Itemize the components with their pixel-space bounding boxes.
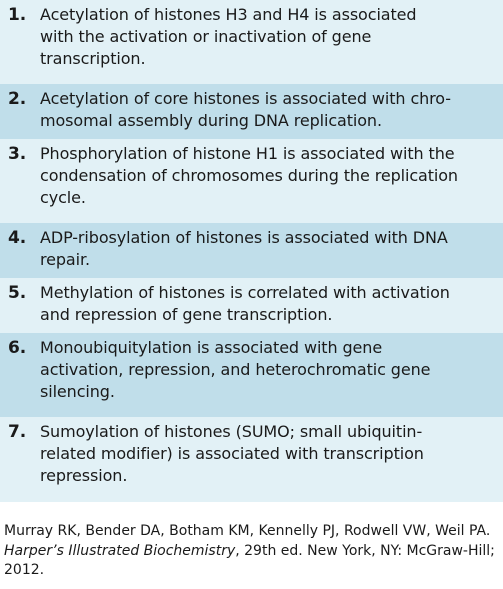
item-text: Methylation of histones is correlated with activation and repression of gene transcription.	[40, 283, 450, 324]
citation-publication: , 29th ed. New York, NY: McGraw-Hill; 2012.	[4, 542, 495, 578]
item-number: 7.	[8, 422, 27, 442]
list-item	[0, 278, 503, 333]
list-item	[0, 84, 503, 139]
item-text: ADP-ribosylation of histones is associated with DNA repair.	[40, 228, 448, 269]
list-item	[0, 223, 503, 278]
item-number: 1.	[8, 5, 27, 25]
item-text: Phosphorylation of histone H1 is associated with the condensation of chromosomes during the replication cycle.	[40, 144, 458, 207]
list-item	[0, 333, 503, 417]
item-number: 3.	[8, 144, 27, 164]
item-text: Acetylation of histones H3 and H4 is associated with the activation or inactivation of gene transcription.	[40, 5, 417, 68]
list-item	[0, 417, 503, 502]
item-number: 5.	[8, 283, 27, 303]
item-number: 6.	[8, 338, 27, 358]
source-citation	[4, 522, 499, 581]
citation-authors: Murray RK, Bender DA, Botham KM, Kennelly PJ, Rodwell VW, Weil PA.	[4, 523, 491, 539]
item-number: 4.	[8, 228, 27, 248]
item-text: Monoubiquitylation is associated with gene activation, repression, and heterochromatic gene silencing.	[40, 338, 431, 401]
item-text: Acetylation of core histones is associated with chro- mosomal assembly during DNA replication.	[40, 89, 451, 130]
item-number: 2.	[8, 89, 27, 109]
list-item	[0, 0, 503, 84]
citation-book-title: Harper’s Illustrated Biochemistry	[4, 542, 236, 559]
item-text: Sumoylation of histones (SUMO; small ubiquitin- related modifier) is associated with transcription repression.	[40, 422, 424, 485]
list-item	[0, 139, 503, 223]
